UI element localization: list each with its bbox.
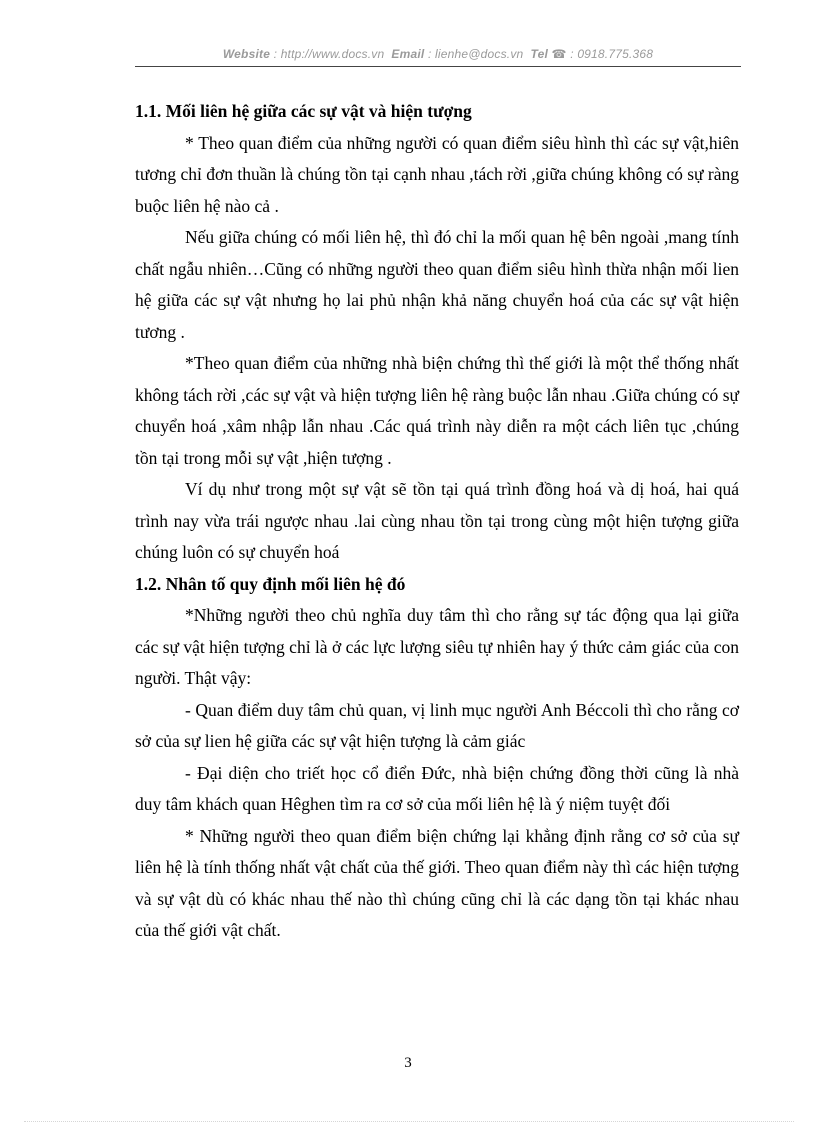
tel-number: 0918.775.368: [577, 47, 654, 61]
paragraph: Ví dụ như trong một sự vật sẽ tồn tại quá trình đồng hoá và dị hoá, hai quá trình nay vừa trái ngược nhau .lai cùng nhau tồn tại trong cùng một hiện tượng giữa chúng luôn có sự chuyển hoá: [135, 479, 739, 562]
document-body: [135, 96, 739, 947]
website-url[interactable]: http://www.docs.vn: [280, 47, 385, 61]
paragraph: - Quan điểm duy tâm chủ quan, vị linh mục người Anh Béccoli thì cho rằng cơ sở của sự lien hệ giữa các sự vật hiện tượng là cảm giác: [135, 699, 739, 751]
paragraph: - Đại diện cho triết học cổ điển Đức, nhà biện chứng đồng thời cũng là nhà duy tâm khách quan Hêghen tìm ra cơ sở của mối liên hệ là ý niệm tuyệt đối: [135, 762, 739, 814]
website-separator: :: [270, 47, 281, 61]
paragraph: * Những người theo quan điểm biện chứng lại khẳng định rằng cơ sở của sự liên hệ là tính thống nhất vật chất của thế giới. Theo quan điểm này thì các hiện tượng và sự vật dù có khác nhau thế nào thì chúng cũng chỉ là các dạng tồn tại khác nhau của thế giới vật chất.: [135, 825, 739, 940]
email-label: Email: [391, 47, 425, 61]
page-header: [135, 47, 741, 61]
email-separator: :: [424, 47, 436, 61]
header-divider: [135, 66, 741, 67]
website-label: Website: [222, 47, 271, 61]
page-bottom-divider: [24, 1121, 794, 1122]
section-heading-1-2: 1.2. Nhân tố quy định mối liên hệ đó: [135, 573, 406, 594]
phone-icon: ☎: [551, 47, 567, 61]
paragraph: * Theo quan điểm của những người có quan điểm siêu hình thì các sự vật,hiên tương chỉ đơn thuần là chúng tồn tại cạnh nhau ,tách rời ,giữa chúng không có sự ràng buộc liên hệ nào cả .: [135, 132, 739, 216]
paragraph: Nếu giữa chúng có mối liên hệ, thì đó chỉ la mối quan hệ bên ngoài ,mang tính chất ngẫu nhiên…Cũng có những người theo quan điểm siêu hình thừa nhận mối lien hệ giữa các sự vật nhưng họ lai phủ nhận khả năng chuyển hoá của các sự vật hiện tương .: [135, 227, 739, 342]
email-address[interactable]: lienhe@docs.vn: [435, 47, 524, 61]
page-number: 3: [404, 1055, 412, 1071]
section-heading-1-1: 1.1. Mối liên hệ giữa các sự vật và hiện tượng: [135, 101, 472, 121]
paragraph: *Những người theo chủ nghĩa duy tâm thì cho rằng sự tác động qua lại giữa các sự vật hiện tượng chỉ là ở các lực lượng siêu tự nhiên hay ý thức cảm giác của con người. Thật vậy:: [135, 605, 739, 688]
tel-separator: :: [566, 47, 578, 61]
paragraph: *Theo quan điểm của những nhà biện chứng thì thế giới là một thể thống nhất không tách rời ,các sự vật và hiện tượng liên hệ ràng buộc lẫn nhau .Giữa chúng có sự chuyển hoá ,xâm nhập lẫn nhau .Các quá trình này diễn ra một cách liên tục ,chúng tồn tại trong mỗi sự vật ,hiện tượng .: [135, 353, 739, 468]
tel-label: Tel: [530, 47, 548, 61]
